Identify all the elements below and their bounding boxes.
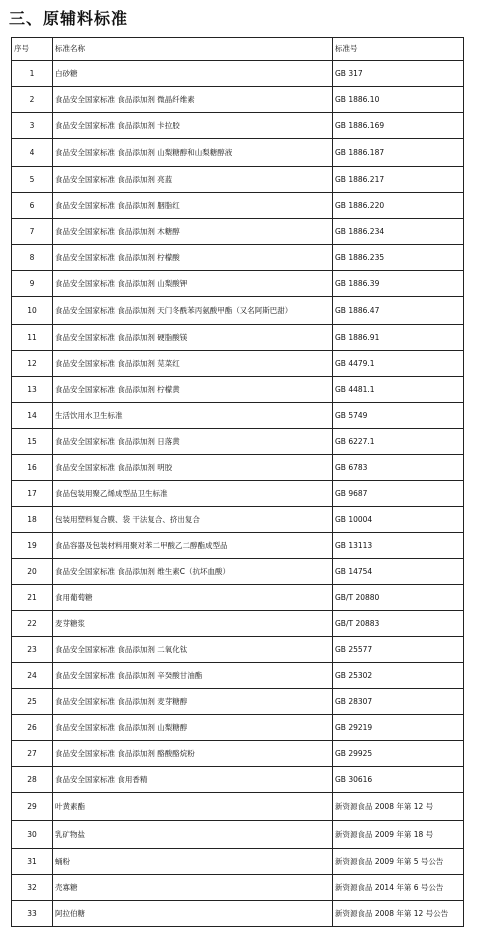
table-body	[12, 61, 464, 927]
row-index: 23	[12, 637, 53, 663]
row-index: 19	[12, 533, 53, 559]
row-index: 2	[12, 87, 53, 113]
table-row	[12, 481, 464, 507]
row-index: 5	[12, 167, 53, 193]
table-row	[12, 793, 464, 821]
table-header-row	[12, 38, 464, 61]
row-index: 21	[12, 585, 53, 611]
table-row	[12, 821, 464, 849]
row-standard-name: 食品安全国家标准 食品添加剂 木糖醇	[53, 219, 333, 245]
row-index: 9	[12, 271, 53, 297]
row-index: 13	[12, 377, 53, 403]
row-standard-number: GB 4479.1	[333, 351, 464, 377]
table-row	[12, 429, 464, 455]
row-standard-number: GB 1886.235	[333, 245, 464, 271]
row-standard-name: 食品安全国家标准 食品添加剂 山梨酸钾	[53, 271, 333, 297]
row-index: 17	[12, 481, 53, 507]
row-standard-name: 食品安全国家标准 食品添加剂 酪酸酪烷粉	[53, 741, 333, 767]
table-row	[12, 271, 464, 297]
header-standard-name: 标准名称	[53, 38, 333, 61]
table-row	[12, 403, 464, 429]
row-standard-name: 食品安全国家标准 食品添加剂 亮蓝	[53, 167, 333, 193]
row-standard-number: GB 1886.47	[333, 297, 464, 325]
table-row	[12, 663, 464, 689]
raw-material-standards-table	[11, 37, 464, 927]
row-index: 8	[12, 245, 53, 271]
row-standard-number: GB 6783	[333, 455, 464, 481]
row-index: 27	[12, 741, 53, 767]
table-row	[12, 325, 464, 351]
row-standard-number: GB 6227.1	[333, 429, 464, 455]
row-standard-number: GB 29219	[333, 715, 464, 741]
row-standard-name: 食品包装用聚乙烯成型品卫生标准	[53, 481, 333, 507]
row-standard-number: GB 25302	[333, 663, 464, 689]
row-standard-number: GB 14754	[333, 559, 464, 585]
row-standard-number: 新资源食品 2008 年第 12 号	[333, 793, 464, 821]
table-row	[12, 455, 464, 481]
table-row	[12, 219, 464, 245]
table-row	[12, 507, 464, 533]
row-index: 22	[12, 611, 53, 637]
row-standard-number: GB 25577	[333, 637, 464, 663]
row-standard-name: 蛹粉	[53, 849, 333, 875]
row-index: 31	[12, 849, 53, 875]
row-standard-number: GB 28307	[333, 689, 464, 715]
row-standard-name: 食品安全国家标准 食品添加剂 日落黄	[53, 429, 333, 455]
row-standard-name: 食品安全国家标准 食用香精	[53, 767, 333, 793]
row-standard-number: GB 4481.1	[333, 377, 464, 403]
row-standard-number: GB/T 20880	[333, 585, 464, 611]
table-row	[12, 637, 464, 663]
row-standard-number: GB 10004	[333, 507, 464, 533]
row-standard-name: 食品安全国家标准 食品添加剂 辛癸酸甘油酯	[53, 663, 333, 689]
table-row	[12, 351, 464, 377]
row-index: 32	[12, 875, 53, 901]
row-standard-number: GB/T 20883	[333, 611, 464, 637]
table-row	[12, 559, 464, 585]
row-standard-name: 壳寡糖	[53, 875, 333, 901]
row-standard-number: GB 1886.10	[333, 87, 464, 113]
row-standard-name: 叶黄素酯	[53, 793, 333, 821]
row-index: 33	[12, 901, 53, 927]
row-standard-number: GB 9687	[333, 481, 464, 507]
row-standard-name: 食品安全国家标准 食品添加剂 苋菜红	[53, 351, 333, 377]
row-standard-number: 新资源食品 2008 年第 12 号公告	[333, 901, 464, 927]
row-index: 18	[12, 507, 53, 533]
row-standard-name: 食品安全国家标准 食品添加剂 麦芽糖醇	[53, 689, 333, 715]
table-row	[12, 849, 464, 875]
row-standard-name: 食用葡萄糖	[53, 585, 333, 611]
row-standard-name: 乳矿物盐	[53, 821, 333, 849]
row-index: 4	[12, 139, 53, 167]
row-standard-name: 食品安全国家标准 食品添加剂 柠檬黄	[53, 377, 333, 403]
row-standard-number: GB 13113	[333, 533, 464, 559]
row-standard-number: GB 1886.234	[333, 219, 464, 245]
table-row	[12, 533, 464, 559]
row-index: 25	[12, 689, 53, 715]
header-standard-number: 标准号	[333, 38, 464, 61]
table-row	[12, 193, 464, 219]
table-row	[12, 87, 464, 113]
row-standard-name: 阿拉伯糖	[53, 901, 333, 927]
row-index: 24	[12, 663, 53, 689]
row-standard-number: 新资源食品 2014 年第 6 号公告	[333, 875, 464, 901]
row-standard-number: GB 29925	[333, 741, 464, 767]
row-standard-name: 食品安全国家标准 食品添加剂 柠檬酸	[53, 245, 333, 271]
row-index: 6	[12, 193, 53, 219]
row-standard-name: 食品安全国家标准 食品添加剂 维生素C（抗坏血酸）	[53, 559, 333, 585]
row-standard-number: GB 1886.187	[333, 139, 464, 167]
header-index: 序号	[12, 38, 53, 61]
row-standard-name: 食品安全国家标准 食品添加剂 明胶	[53, 455, 333, 481]
table-row	[12, 139, 464, 167]
row-standard-name: 食品安全国家标准 食品添加剂 天门冬酰苯丙氨酸甲酯（又名阿斯巴甜）	[53, 297, 333, 325]
row-standard-number: GB 1886.91	[333, 325, 464, 351]
row-standard-name: 生活饮用水卫生标准	[53, 403, 333, 429]
table-row	[12, 167, 464, 193]
table-row	[12, 585, 464, 611]
row-standard-name: 白砂糖	[53, 61, 333, 87]
table-row	[12, 901, 464, 927]
table-row	[12, 767, 464, 793]
table-row	[12, 715, 464, 741]
table-row	[12, 689, 464, 715]
row-standard-number: GB 1886.169	[333, 113, 464, 139]
row-index: 14	[12, 403, 53, 429]
row-index: 10	[12, 297, 53, 325]
row-index: 12	[12, 351, 53, 377]
row-index: 3	[12, 113, 53, 139]
row-index: 26	[12, 715, 53, 741]
row-standard-name: 食品容器及包装材料用聚对苯二甲酸乙二醇酯成型品	[53, 533, 333, 559]
row-standard-number: GB 1886.39	[333, 271, 464, 297]
row-standard-name: 食品安全国家标准 食品添加剂 硬脂酸镁	[53, 325, 333, 351]
row-standard-name: 食品安全国家标准 食品添加剂 胭脂红	[53, 193, 333, 219]
row-standard-name: 包装用塑料复合膜、袋 干法复合、挤出复合	[53, 507, 333, 533]
row-standard-number: GB 30616	[333, 767, 464, 793]
row-standard-number: GB 317	[333, 61, 464, 87]
table-row	[12, 113, 464, 139]
row-standard-name: 食品安全国家标准 食品添加剂 二氧化钛	[53, 637, 333, 663]
row-standard-name: 食品安全国家标准 食品添加剂 卡拉胶	[53, 113, 333, 139]
table-row	[12, 741, 464, 767]
table-row	[12, 61, 464, 87]
row-index: 7	[12, 219, 53, 245]
row-index: 28	[12, 767, 53, 793]
row-index: 15	[12, 429, 53, 455]
row-index: 20	[12, 559, 53, 585]
row-index: 1	[12, 61, 53, 87]
row-standard-number: GB 1886.220	[333, 193, 464, 219]
table-row	[12, 245, 464, 271]
table-row	[12, 297, 464, 325]
row-standard-number: GB 1886.217	[333, 167, 464, 193]
row-standard-name: 食品安全国家标准 食品添加剂 微晶纤维素	[53, 87, 333, 113]
row-index: 30	[12, 821, 53, 849]
row-standard-name: 食品安全国家标准 食品添加剂 山梨糖醇	[53, 715, 333, 741]
row-index: 11	[12, 325, 53, 351]
section-heading: 三、原辅料标准	[9, 9, 129, 28]
row-standard-name: 食品安全国家标准 食品添加剂 山梨糖醇和山梨糖醇液	[53, 139, 333, 167]
row-standard-number: 新资源食品 2009 年第 18 号	[333, 821, 464, 849]
row-index: 29	[12, 793, 53, 821]
row-standard-number: GB 5749	[333, 403, 464, 429]
row-standard-number: 新资源食品 2009 年第 5 号公告	[333, 849, 464, 875]
row-standard-name: 麦芽糖浆	[53, 611, 333, 637]
row-index: 16	[12, 455, 53, 481]
table-row	[12, 611, 464, 637]
table-row	[12, 377, 464, 403]
table-row	[12, 875, 464, 901]
